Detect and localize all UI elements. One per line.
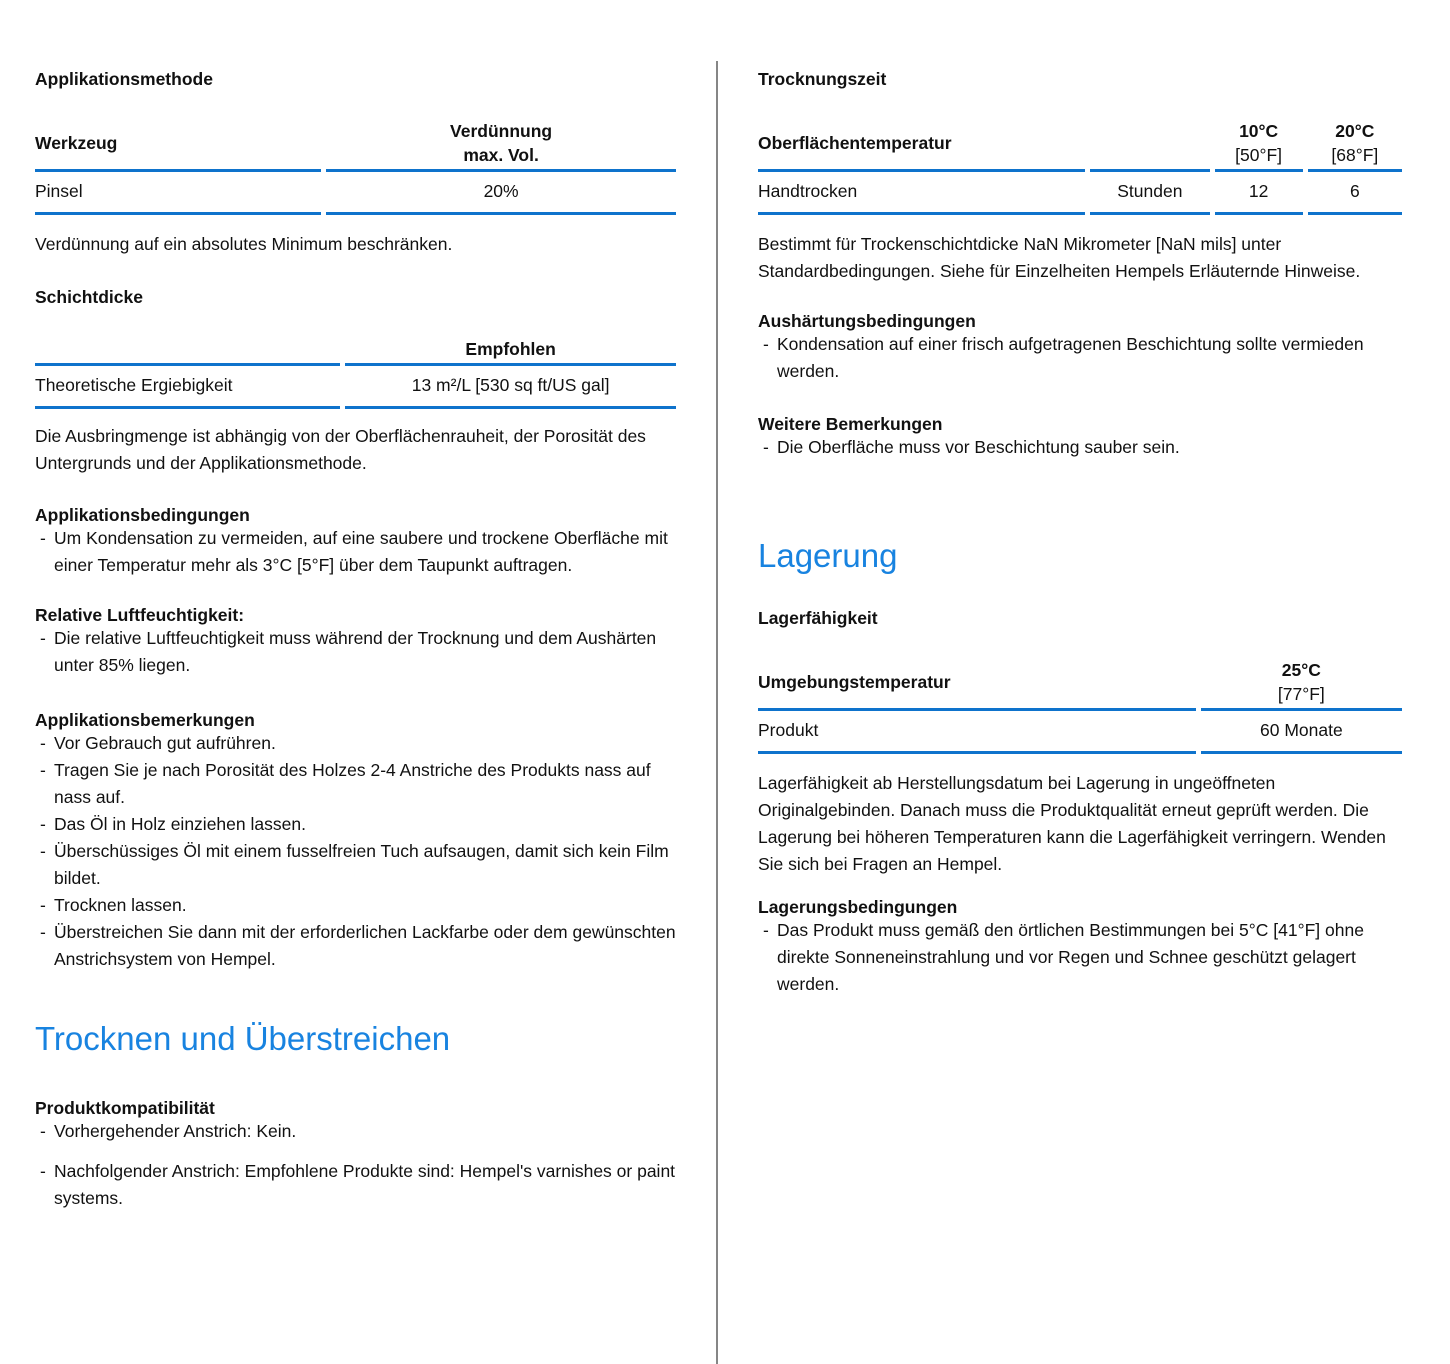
heading-curing-conditions: Aushärtungsbedingungen <box>758 311 976 331</box>
list-item: - Überstreichen Sie dann mit der erforderlichen Lackfarbe oder dem gewünschten Anstrichsystem von Hempel. <box>40 919 676 973</box>
right-column <box>758 60 1402 998</box>
temp-celsius: 25°C <box>1281 660 1321 680</box>
header-cell-ambient-temp: Umgebungstemperatur <box>758 658 1196 711</box>
list-item: - Tragen Sie je nach Porosität des Holzes 2-4 Anstriche des Produkts nass auf nass auf. <box>40 757 676 811</box>
table-header-row <box>35 337 676 366</box>
list-item: - Nachfolgender Anstrich: Empfohlene Produkte sind: Hempel's varnishes or paint systems. <box>40 1158 676 1212</box>
heading-film-thickness: Schichtdicke <box>35 287 143 307</box>
temp-fahrenheit: [68°F] <box>1331 145 1379 165</box>
temp-fahrenheit: [50°F] <box>1235 145 1283 165</box>
table-row <box>35 366 676 409</box>
heading-other-remarks: Weitere Bemerkungen <box>758 414 943 434</box>
cell-coverage-value: 13 m²/L [530 sq ft/US gal] <box>345 366 676 409</box>
heading-storage-conditions: Lagerungsbedingungen <box>758 897 958 917</box>
application-remarks-list <box>40 730 676 973</box>
header-cell-surface-temp: Oberflächentemperatur <box>758 119 1085 172</box>
curing-conditions-list <box>763 331 1402 385</box>
cell-coverage-label: Theoretische Ergiebigkeit <box>35 366 340 409</box>
header-line-2: max. Vol. <box>463 145 539 165</box>
table-row <box>758 172 1402 215</box>
list-item: - Vorhergehender Anstrich: Kein. <box>40 1118 676 1145</box>
heading-shelf-life: Lagerfähigkeit <box>758 608 878 628</box>
table-header-row <box>758 658 1402 711</box>
application-method-note: Verdünnung auf ein absolutes Minimum beschränken. <box>35 234 453 254</box>
header-cell-temp-20c <box>1308 119 1402 172</box>
cell-tool: Pinsel <box>35 172 321 215</box>
relative-humidity-list <box>40 625 676 679</box>
temp-celsius: 20°C <box>1335 121 1375 141</box>
film-thickness-note: Die Ausbringmenge ist abhängig von der Oberflächenrauheit, der Porosität des Untergrunds und der Applikationsmethode. <box>35 426 646 473</box>
header-cell-werkzeug: Werkzeug <box>35 119 321 172</box>
header-line-1: Verdünnung <box>450 121 553 141</box>
table-header-row <box>35 119 676 172</box>
cell-product: Produkt <box>758 711 1196 754</box>
list-item: - Kondensation auf einer frisch aufgetragenen Beschichtung sollte vermieden werden. <box>763 331 1402 385</box>
temp-fahrenheit: [77°F] <box>1277 684 1325 704</box>
shelf-life-note: Lagerfähigkeit ab Herstellungsdatum bei Lagerung in ungeöffneten Originalgebinden. Danach muss die Produktqualität erneut geprüft werden. Die Lagerung bei höheren Temperaturen kann die Lagerfähigkeit verringern. Wenden Sie sich bei Fragen an Hempel. <box>758 773 1386 874</box>
application-method-table <box>30 119 681 215</box>
film-thickness-table <box>30 337 681 409</box>
heading-application-remarks: Applikationsbemerkungen <box>35 710 255 730</box>
list-item: - Um Kondensation zu vermeiden, auf eine saubere und trockene Oberfläche mit einer Temperatur mehr als 3°C [5°F] über dem Taupunkt auftragen. <box>40 525 676 579</box>
cell-dilution-value: 20% <box>326 172 676 215</box>
shelf-life-table <box>753 658 1407 754</box>
list-item: - Das Produkt muss gemäß den örtlichen Bestimmungen bei 5°C [41°F] ohne direkte Sonneneinstrahlung und vor Regen und Schnee geschützt gelagert werden. <box>763 917 1402 998</box>
table-row <box>35 172 676 215</box>
header-cell-temp-25c <box>1201 658 1402 711</box>
cell-hours-10c: 12 <box>1215 172 1303 215</box>
other-remarks-list <box>763 434 1402 461</box>
cell-shelf-life-value: 60 Monate <box>1201 711 1402 754</box>
table-row <box>758 711 1402 754</box>
application-conditions-list <box>40 525 676 579</box>
list-item: - Die Oberfläche muss vor Beschichtung sauber sein. <box>763 434 1402 461</box>
cell-dry-to-touch: Handtrocken <box>758 172 1085 215</box>
list-item: - Das Öl in Holz einziehen lassen. <box>40 811 676 838</box>
left-column <box>35 60 676 1212</box>
column-divider <box>716 61 718 1364</box>
heading-application-method: Applikationsmethode <box>35 69 213 89</box>
storage-conditions-list <box>763 917 1402 998</box>
drying-time-table <box>753 119 1407 215</box>
drying-time-note: Bestimmt für Trockenschichtdicke NaN Mikrometer [NaN mils] unter Standardbedingungen. Siehe für Einzelheiten Hempels Erläuternde Hinweise. <box>758 234 1361 281</box>
heading-product-compatibility: Produktkompatibilität <box>35 1098 215 1118</box>
heading-application-conditions: Applikationsbedingungen <box>35 505 250 525</box>
header-cell-temp-10c <box>1215 119 1303 172</box>
heading-storage: Lagerung <box>758 537 898 574</box>
header-cell-empfohlen: Empfohlen <box>345 337 676 366</box>
list-item: - Trocknen lassen. <box>40 892 676 919</box>
heading-relative-humidity: Relative Luftfeuchtigkeit: <box>35 605 245 625</box>
list-item: - Vor Gebrauch gut aufrühren. <box>40 730 676 757</box>
list-item: - Überschüssiges Öl mit einem fusselfreien Tuch aufsaugen, damit sich kein Film bildet. <box>40 838 676 892</box>
product-compatibility-list <box>40 1118 676 1212</box>
header-cell-empty <box>1090 119 1210 172</box>
heading-drying-time: Trocknungszeit <box>758 69 887 89</box>
header-cell-verduennung <box>326 119 676 172</box>
temp-celsius: 10°C <box>1239 121 1279 141</box>
cell-unit: Stunden <box>1090 172 1210 215</box>
list-item: - Die relative Luftfeuchtigkeit muss während der Trocknung und dem Aushärten unter 85% liegen. <box>40 625 676 679</box>
cell-hours-20c: 6 <box>1308 172 1402 215</box>
header-cell-empty <box>35 337 340 366</box>
heading-drying-overcoating: Trocknen und Überstreichen <box>35 1020 451 1057</box>
table-header-row <box>758 119 1402 172</box>
